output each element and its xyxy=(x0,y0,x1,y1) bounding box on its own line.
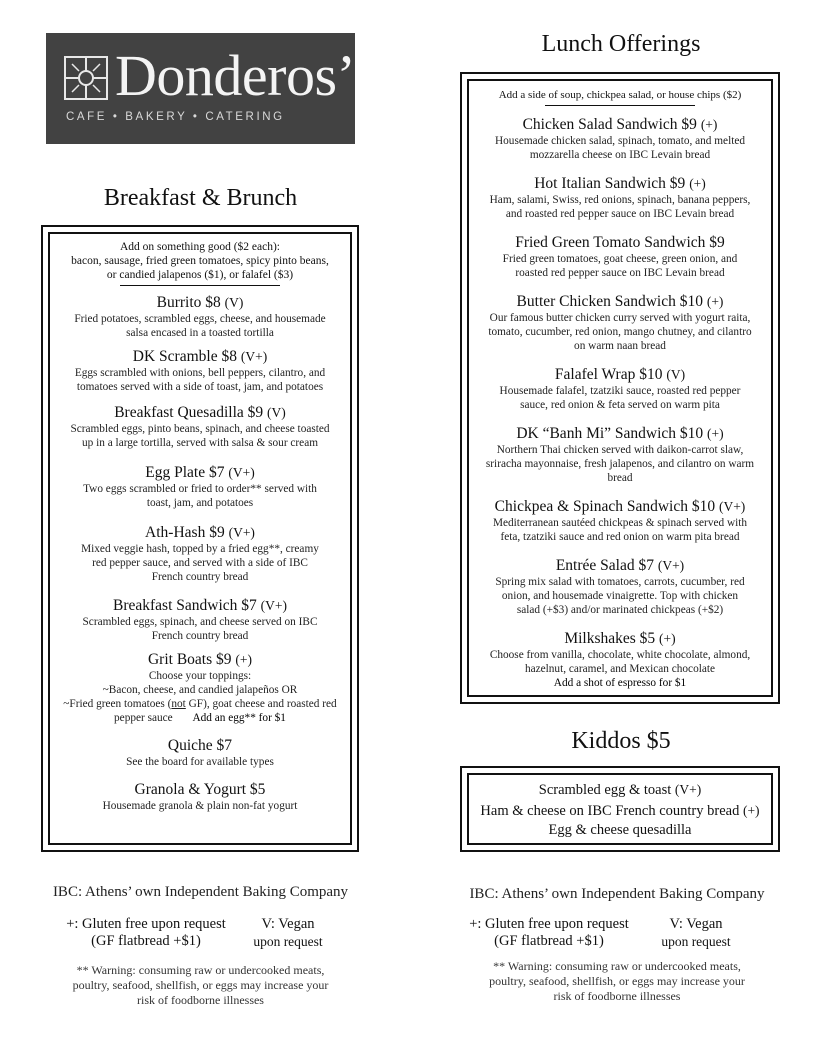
item-desc: sriracha mayonnaise, fresh jalapenos, and cilantro on warm xyxy=(485,458,755,470)
item-name: Ham & cheese on IBC French country bread xyxy=(480,802,740,819)
item-desc: Our famous butter chicken curry served with yogurt raita, xyxy=(489,312,751,324)
ibc-note: IBC: Athens’ own Independent Baking Company xyxy=(52,884,349,900)
divider xyxy=(120,285,280,286)
item-desc: toast, jam, and potatoes xyxy=(146,497,254,509)
donderos-logo xyxy=(46,33,355,144)
item-desc: Housemade granola & plain non-fat yogurt xyxy=(102,800,298,812)
item-name: Grit Boats $9 xyxy=(147,651,232,668)
item-tag: (V+) xyxy=(718,499,746,514)
breakfast-addon-line: Add on something good ($2 each): xyxy=(119,241,280,253)
item-name: Granola & Yogurt $5 xyxy=(134,781,266,798)
item-name: Fried Green Tomato Sandwich $9 xyxy=(515,234,725,251)
item-desc: ~Fried green tomatoes (not GF), goat cheese and roasted red xyxy=(63,698,337,710)
item-desc: See the board for available types xyxy=(126,756,274,768)
item-tag: (V) xyxy=(267,405,286,420)
item-desc: up in a large tortilla, served with salsa & sour cream xyxy=(81,437,318,449)
item-tag: (V+) xyxy=(674,782,702,797)
item-name: Scrambled egg & toast xyxy=(538,782,672,798)
menu-item xyxy=(43,596,357,643)
item-name: Milkshakes $5 xyxy=(564,630,656,647)
item-name: Breakfast Quesadilla $9 xyxy=(114,404,264,421)
item-name: Entrée Salad $7 xyxy=(555,557,654,574)
sun-tile-icon xyxy=(64,56,108,100)
kid-item xyxy=(462,780,778,801)
item-tag: (+) xyxy=(659,631,676,646)
espresso-note: Add a shot of espresso for $1 xyxy=(553,677,687,689)
item-desc: Eggs scrambled with onions, bell peppers, cilantro, and xyxy=(74,367,326,379)
item-desc: and roasted red pepper sauce on IBC Levain bread xyxy=(505,208,735,220)
item-tag: (+) xyxy=(700,117,718,132)
item-desc: Two eggs scrambled or fried to order** served with xyxy=(83,483,317,495)
item-name: Hot Italian Sandwich $9 xyxy=(534,175,686,192)
item-desc: Scrambled eggs, spinach, and cheese served on IBC xyxy=(82,616,318,628)
menu-item xyxy=(43,403,357,450)
item-desc: feta, tzatziki sauce and red onion on warm pita bread xyxy=(500,531,740,543)
logo-tagline: CAFE • BAKERY • CATERING xyxy=(66,111,285,123)
item-desc: Housemade chicken salad, spinach, tomato, and melted xyxy=(494,135,746,147)
menu-item xyxy=(43,780,357,813)
lunch-title: Lunch Offerings xyxy=(541,31,701,57)
item-desc: bread xyxy=(607,472,633,484)
item-desc: Mixed veggie hash, topped by a fried egg**, creamy xyxy=(81,543,319,555)
logo-name: Donderos’ xyxy=(115,43,356,108)
item-desc: red pepper sauce, and served with a side of IBC xyxy=(92,557,308,569)
item-desc: ~Bacon, cheese, and candied jalapeños OR xyxy=(102,684,298,696)
item-name: Falafel Wrap $10 xyxy=(554,366,663,383)
item-tag: (+) xyxy=(235,652,252,667)
lunch-addon-line: Add a side of soup, chickpea salad, or house chips ($2) xyxy=(498,89,742,101)
item-name: DK “Banh Mi” Sandwich $10 xyxy=(516,425,704,442)
item-tag: (V+) xyxy=(240,349,268,364)
vegan-note: V: Vegan upon request xyxy=(253,916,323,949)
breakfast-menu-box xyxy=(41,225,359,852)
ibc-note: IBC: Athens’ own Independent Baking Company xyxy=(469,886,765,902)
menu-item xyxy=(462,497,778,544)
item-tag: (V) xyxy=(224,295,244,310)
item-desc: Mediterranean sautéed chickpeas & spinach served with xyxy=(492,517,748,529)
food-warning: ** Warning: consuming raw or undercooked meats, poultry, seafood, shellfish, or eggs may increase your risk of foodborne illnesses xyxy=(489,959,745,1003)
breakfast-title: Breakfast & Brunch xyxy=(103,185,298,211)
item-tag: (+) xyxy=(689,176,706,191)
item-desc: Housemade falafel, tzatziki sauce, roasted red pepper xyxy=(499,385,741,397)
item-name: Breakfast Sandwich $7 xyxy=(112,597,257,614)
menu-item xyxy=(43,736,357,769)
item-desc: sauce, red onion & feta served on warm pita xyxy=(520,399,720,411)
item-name: Chicken Salad Sandwich $9 xyxy=(522,116,697,133)
item-tag: (V+) xyxy=(657,558,685,573)
breakfast-addon-line: bacon, sausage, fried green tomatoes, spicy pinto beans, xyxy=(71,255,329,267)
menu-item xyxy=(43,463,357,510)
item-desc: Choose from vanilla, chocolate, white chocolate, almond, xyxy=(489,649,751,661)
item-name: Egg & cheese quesadilla xyxy=(548,822,692,838)
lunch-content xyxy=(462,88,778,690)
item-desc: salad (+$3) and/or marinated chickpeas (+$2) xyxy=(516,604,724,616)
menu-item xyxy=(462,115,778,162)
menu-item xyxy=(462,233,778,280)
item-name: Chickpea & Spinach Sandwich $10 xyxy=(494,498,716,515)
divider xyxy=(545,105,695,106)
item-desc: onion, and housemade vinaigrette. Top with chicken xyxy=(501,590,739,602)
kid-item xyxy=(462,821,778,841)
menu-item xyxy=(462,365,778,412)
item-desc: roasted red pepper sauce on IBC Levain bread xyxy=(515,267,725,279)
item-desc: Scrambled eggs, pinto beans, spinach, and cheese toasted xyxy=(70,423,330,435)
kid-item xyxy=(462,801,778,822)
item-name: Burrito $8 xyxy=(156,294,221,311)
item-desc: pepper sauce Add an egg** for $1 xyxy=(114,712,286,724)
item-name: Butter Chicken Sandwich $10 xyxy=(516,293,703,310)
item-name: Quiche $7 xyxy=(167,737,233,754)
item-tag: (+) xyxy=(742,802,760,818)
item-tag: (V) xyxy=(666,367,686,382)
menu-item xyxy=(43,523,357,584)
gluten-free-note: +: Gluten free upon request (GF flatbread +$1) xyxy=(469,916,629,949)
item-desc: mozzarella cheese on IBC Levain bread xyxy=(529,149,711,161)
item-tag: (V+) xyxy=(228,465,255,480)
item-desc: tomato, cucumber, red onion, mango chutney, and cilantro xyxy=(488,326,752,338)
breakfast-addon-line: or candied jalapenos ($1), or falafel ($3) xyxy=(106,269,294,281)
item-desc: Fried potatoes, scrambled eggs, cheese, and housemade xyxy=(74,313,326,325)
menu-item xyxy=(462,174,778,221)
item-tag: (+) xyxy=(707,426,724,441)
item-desc: Choose your toppings: xyxy=(148,670,252,682)
item-desc: Spring mix salad with tomatoes, carrots, cucumber, red xyxy=(495,576,745,588)
item-tag: (V+) xyxy=(228,525,255,540)
kiddos-menu-box xyxy=(460,766,780,852)
add-egg-note: Add an egg** for $1 xyxy=(192,712,286,724)
item-desc: Fried green tomatoes, goat cheese, green onion, and xyxy=(502,253,738,265)
item-desc: French country bread xyxy=(151,571,249,583)
vegan-note: V: Vegan upon request xyxy=(661,916,731,949)
gluten-free-note: +: Gluten free upon request (GF flatbread +$1) xyxy=(66,916,226,949)
item-desc: salsa encased in a toasted tortilla xyxy=(126,327,274,339)
item-desc: hazelnut, caramel, and Mexican chocolate xyxy=(524,663,716,675)
item-name: DK Scramble $8 xyxy=(132,348,237,365)
item-name: Egg Plate $7 xyxy=(145,464,225,481)
item-name: Ath-Hash $9 xyxy=(145,524,225,541)
item-desc: Ham, salami, Swiss, red onions, spinach, banana peppers, xyxy=(489,194,751,206)
breakfast-content xyxy=(43,240,357,813)
item-desc: on warm naan bread xyxy=(574,340,666,352)
menu-item xyxy=(43,293,357,340)
menu-item xyxy=(462,556,778,617)
kiddos-title: Kiddos $5 xyxy=(571,728,671,754)
food-warning: ** Warning: consuming raw or undercooked meats, poultry, seafood, shellfish, or eggs may increase your risk of foodborne illnesses xyxy=(72,963,329,1007)
item-desc: Northern Thai chicken served with daikon-carrot slaw, xyxy=(496,444,744,456)
item-tag: (+) xyxy=(706,294,724,309)
menu-item xyxy=(462,629,778,690)
menu-item xyxy=(462,424,778,485)
item-desc: tomatoes served with a side of toast, jam, and potatoes xyxy=(76,381,324,393)
menu-item xyxy=(462,292,778,353)
item-tag: (V+) xyxy=(260,598,287,613)
kiddos-content xyxy=(462,780,778,841)
item-desc: French country bread xyxy=(151,630,249,642)
menu-item xyxy=(43,650,357,725)
lunch-menu-box xyxy=(460,72,780,704)
menu-item xyxy=(43,347,357,394)
